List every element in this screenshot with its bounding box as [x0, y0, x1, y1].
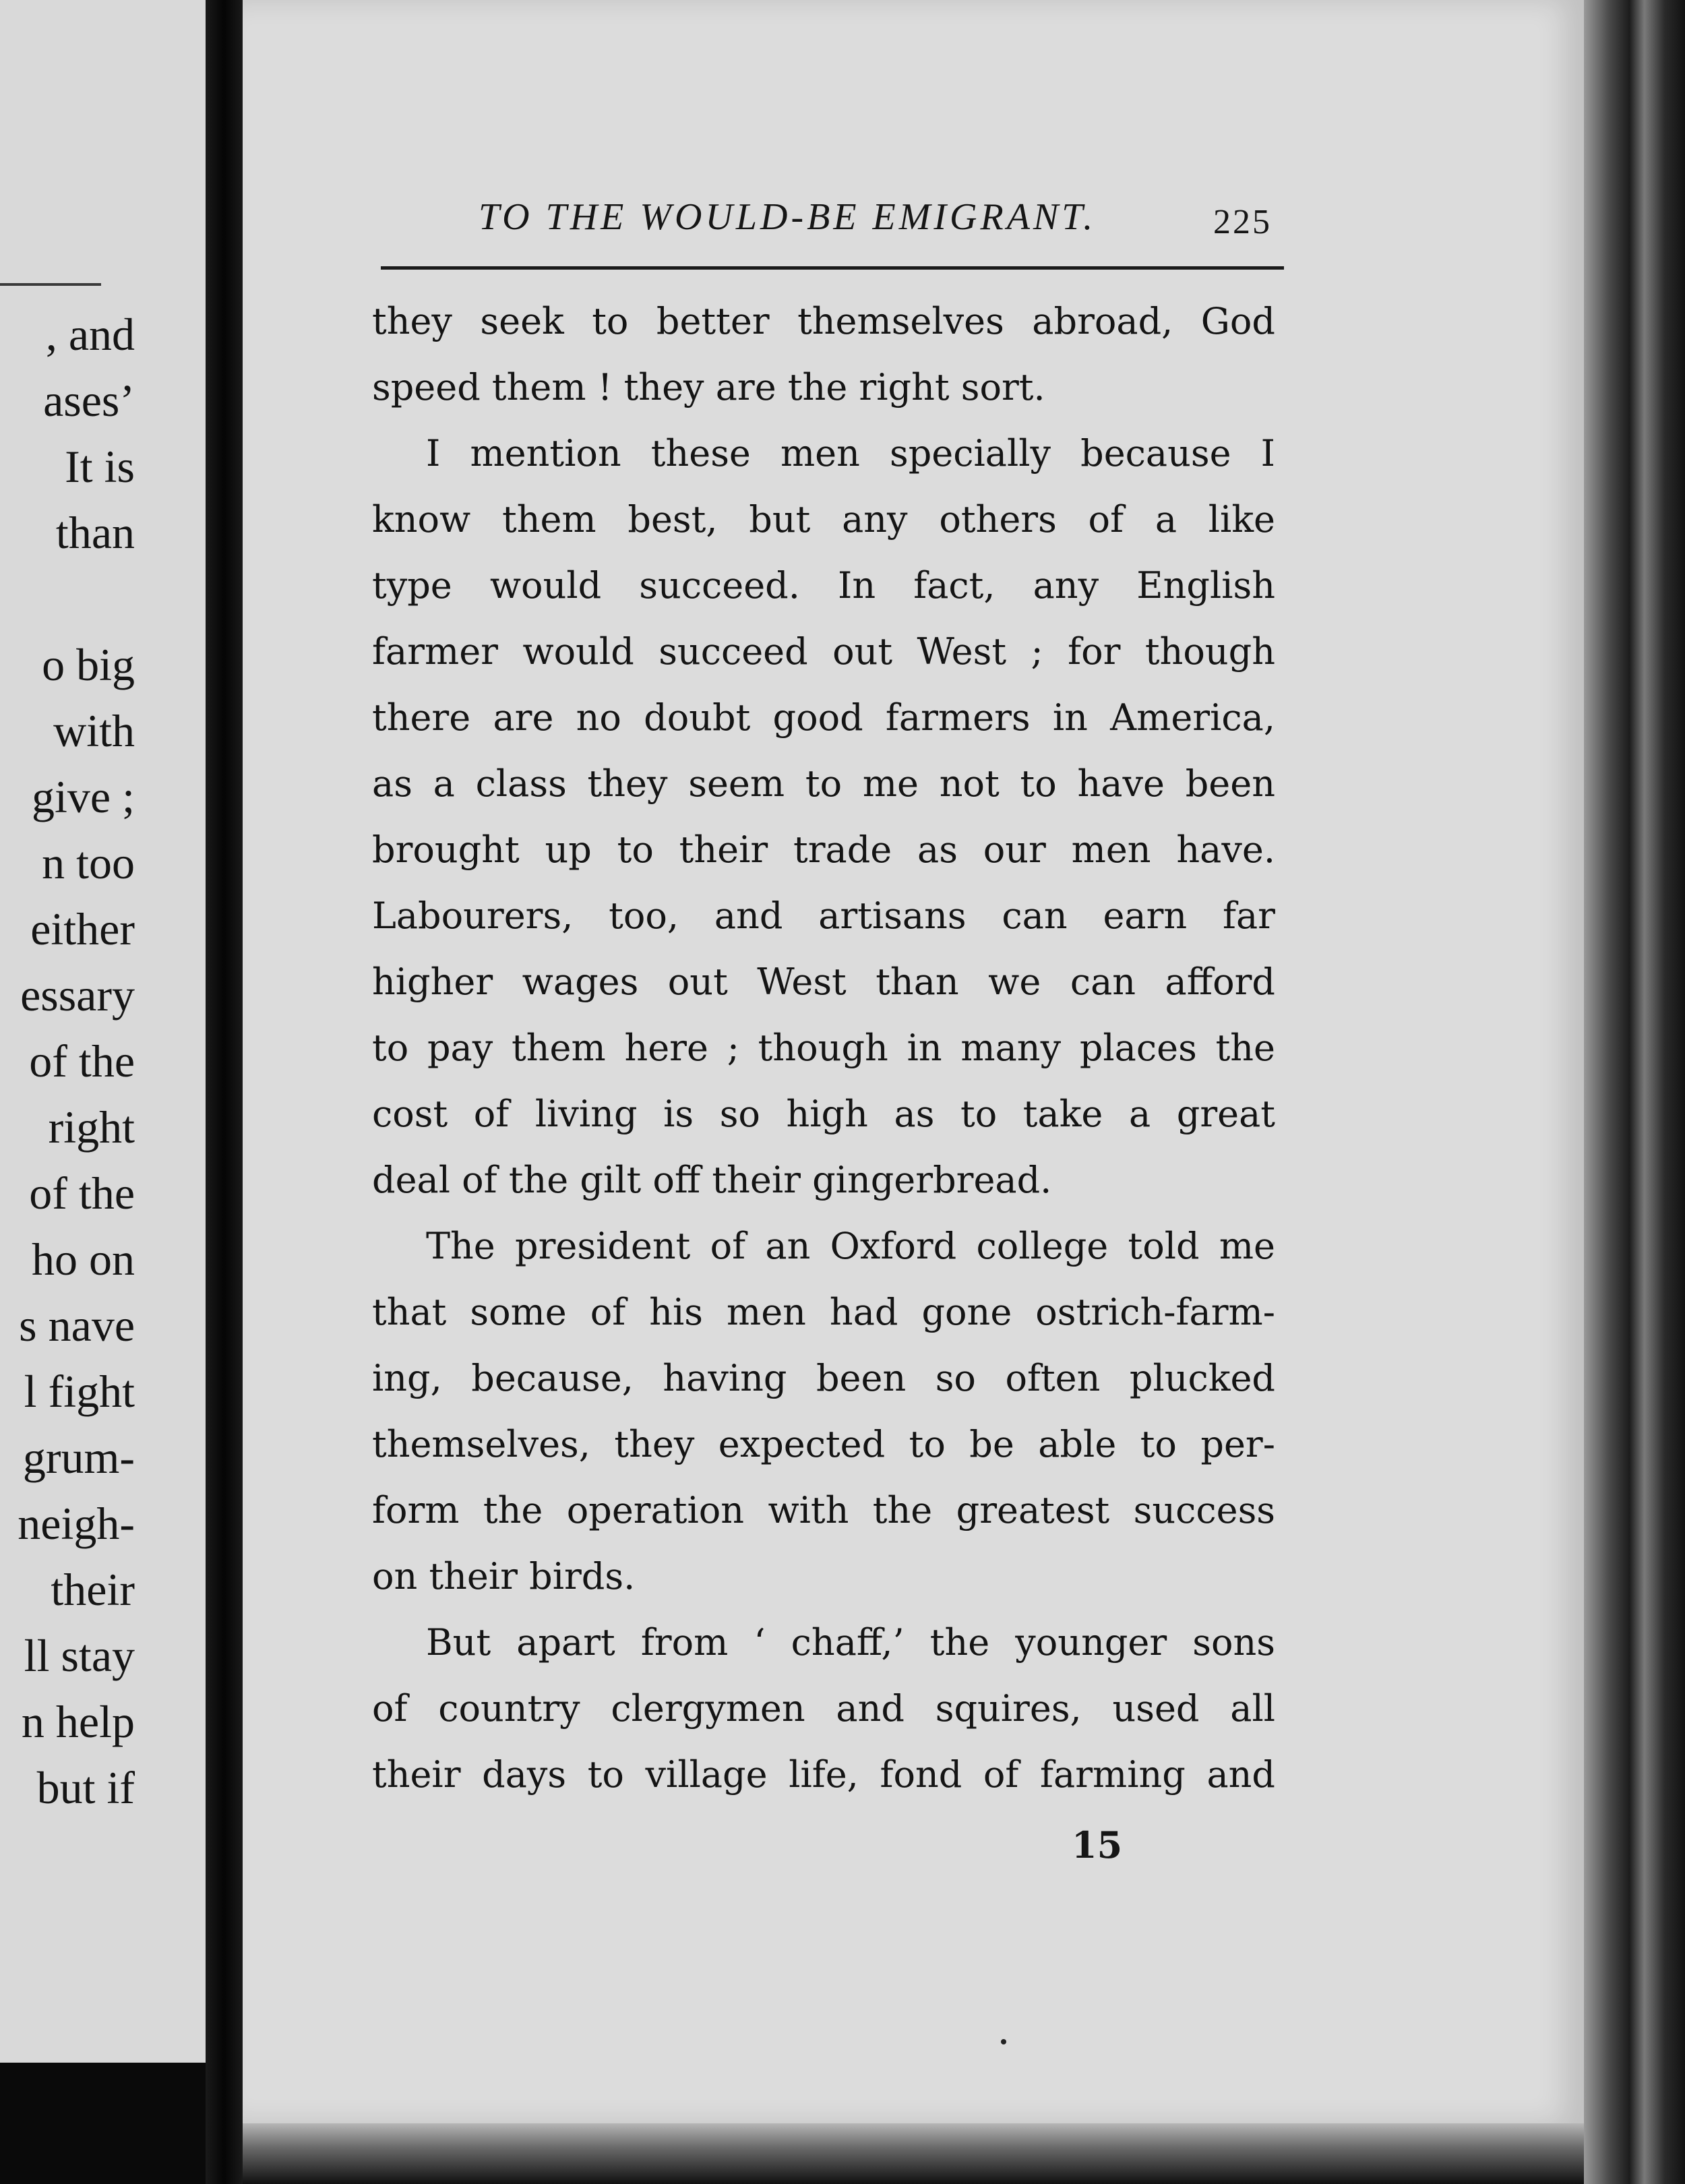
left-page-line: ho on	[32, 1234, 135, 1285]
running-title: TO THE WOULD-BE EMIGRANT.	[479, 196, 1097, 238]
left-page-line: l fight	[24, 1366, 135, 1417]
text-line: higher wages out West than we can afford	[372, 961, 1275, 1003]
book-gutter	[206, 0, 243, 2184]
text-line: type would succeed. In fact, any English	[372, 564, 1275, 607]
text-line: there are no doubt good farmers in America,	[372, 696, 1275, 739]
left-page-line: ll stay	[24, 1630, 135, 1681]
text-line: their days to village life, fond of farming and	[372, 1753, 1275, 1796]
left-page-line: of the	[29, 1167, 135, 1219]
text-line: ing, because, having been so often plucked	[372, 1357, 1275, 1399]
left-page-line: give ;	[32, 771, 135, 822]
left-page-line: n help	[21, 1696, 135, 1747]
text-line: brought up to their trade as our men have.	[372, 828, 1275, 871]
left-page-line: but if	[36, 1762, 135, 1813]
left-page-line: It is	[65, 441, 135, 492]
signature-mark: 15	[1072, 1823, 1123, 1867]
text-line: know them best, but any others of a like	[372, 498, 1275, 541]
text-line: But apart from ‘ chaff,’ the younger sons	[426, 1621, 1275, 1664]
header-rule	[381, 266, 1284, 270]
left-page-line: either	[30, 903, 135, 954]
left-page-line: than	[55, 507, 135, 558]
left-page-line: with	[53, 705, 135, 756]
text-line: farmer would succeed out West ; for though	[372, 630, 1275, 673]
left-page-line: essary	[20, 969, 135, 1021]
ink-speck	[1001, 2039, 1006, 2044]
right-page	[243, 0, 1584, 2123]
left-page-line: their	[51, 1564, 135, 1615]
left-page-line: grum-	[22, 1432, 135, 1483]
text-line: that some of his men had gone ostrich-farm-	[372, 1291, 1275, 1333]
left-page-line: , and	[45, 309, 135, 360]
left-page-line: of the	[29, 1035, 135, 1087]
text-line: on their birds.	[372, 1555, 636, 1598]
text-line: speed them ! they are the right sort.	[372, 366, 1045, 408]
text-line: The president of an Oxford college told me	[426, 1225, 1275, 1267]
page-number: 225	[1213, 203, 1272, 241]
text-line: they seek to better themselves abroad, God	[372, 300, 1275, 342]
text-line: I mention these men specially because I	[426, 432, 1275, 475]
page-edge-right	[1584, 0, 1685, 2184]
text-line: Labourers, too, and artisans can earn far	[372, 894, 1275, 937]
left-page-line: right	[48, 1101, 135, 1153]
text-line: deal of the gilt off their gingerbread.	[372, 1159, 1052, 1201]
text-line: form the operation with the greatest success	[372, 1489, 1275, 1531]
text-line: cost of living is so high as to take a great	[372, 1093, 1275, 1135]
left-page-rule	[0, 283, 101, 286]
left-page-line: s nave	[19, 1300, 135, 1351]
left-page-line: neigh-	[18, 1498, 135, 1549]
left-page	[0, 0, 206, 2063]
text-line: of country clergymen and squires, used all	[372, 1687, 1275, 1730]
left-page-line: ases’	[43, 375, 135, 426]
text-line: as a class they seem to me not to have been	[372, 762, 1275, 805]
left-page-line: n too	[42, 837, 135, 888]
left-page-line: o big	[42, 639, 135, 690]
page-edge-bottom	[243, 2123, 1584, 2184]
text-line: to pay them here ; though in many places the	[372, 1027, 1275, 1069]
text-line: themselves, they expected to be able to per-	[372, 1423, 1275, 1465]
